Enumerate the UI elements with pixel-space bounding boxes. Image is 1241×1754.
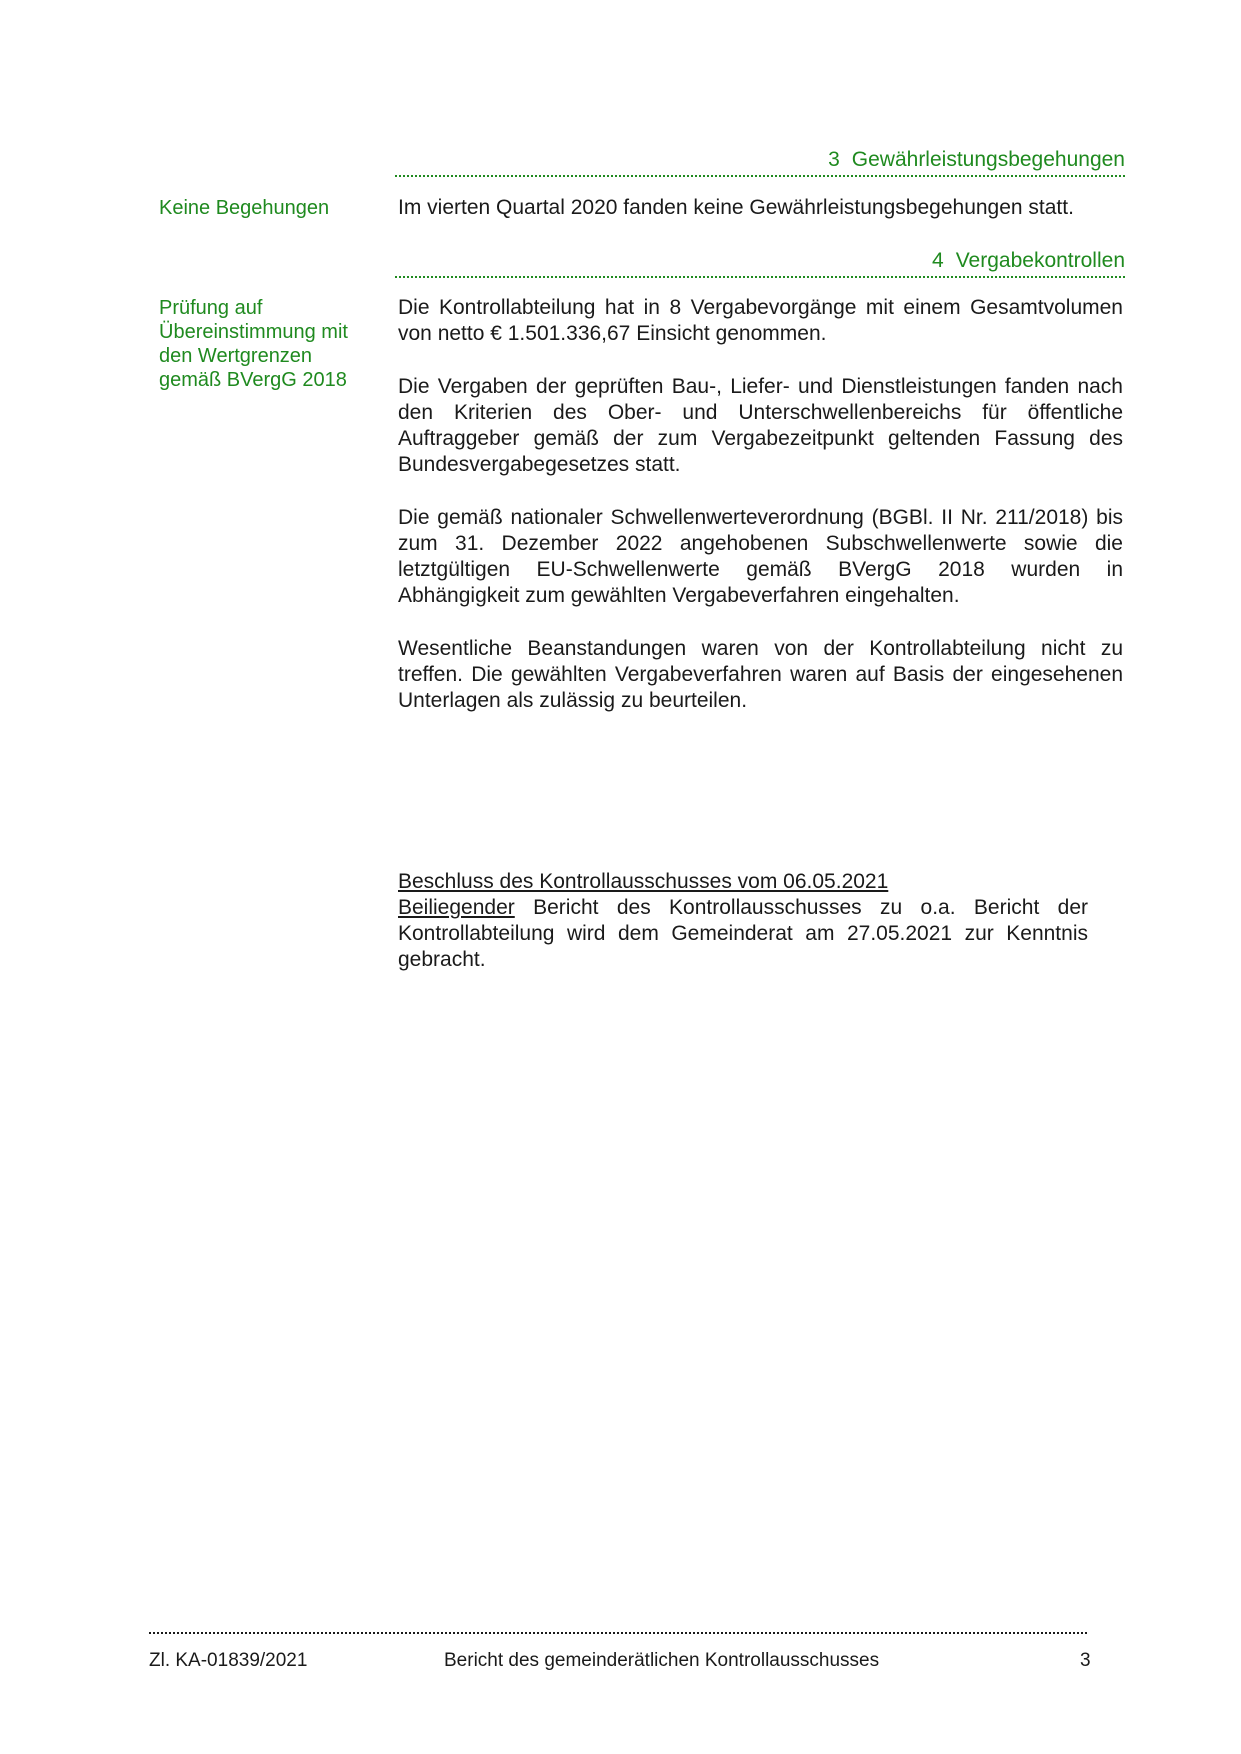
section-3-paragraph: Im vierten Quartal 2020 fanden keine Gewährleistungsbegehungen statt.	[398, 196, 1074, 219]
section-3-title: Gewährleistungsbegehungen	[851, 148, 1125, 171]
footer-divider	[149, 1632, 1087, 1634]
margin-note-section-3: Keine Begehungen	[159, 197, 330, 219]
section-4-paragraph-2: Die Vergaben der geprüften Bau-, Liefer- und Dienstleistungen fanden nach den Kriterien des Ober- und Unterschwellenbereichs für öffentliche Auftraggeber gemäß der zum Vergabezeitpunkt geltenden Fassung des Bundesvergabegesetzes statt.	[398, 375, 1123, 476]
footer-reference: Zl. KA-01839/2021	[149, 1650, 308, 1671]
section-4-paragraph-1: Die Kontrollabteilung hat in 8 Vergabevorgänge mit einem Gesamtvolumen von netto € 1.501.336,67 Einsicht genommen.	[398, 296, 1123, 345]
resolution-heading-text: Beschluss des Kontrollausschusses vom 06.05.2021	[398, 870, 889, 893]
footer-title: Bericht des gemeinderätlichen Kontrollausschusses	[444, 1650, 880, 1671]
page-number: 3	[1080, 1650, 1091, 1671]
section-3-heading	[395, 148, 1125, 177]
section-4-paragraph-4: Wesentliche Beanstandungen waren von der Kontrollabteilung nicht zu treffen. Die gewählten Vergabeverfahren waren auf Basis der eingesehenen Unterlagen als zulässig zu beurteilen.	[398, 637, 1123, 712]
resolution-heading	[398, 869, 1123, 895]
resolution-rest: Bericht des Kontrollausschusses zu o.a. Bericht der Kontrollabteilung wird dem Gemeinderat am 27.05.2021 zur Kenntnis gebracht.	[398, 896, 1088, 971]
section-4-heading	[395, 249, 1125, 278]
section-4-paragraph-3: Die gemäß nationaler Schwellenwerteverordnung (BGBl. II Nr. 211/2018) bis zum 31. Dezember 2022 angehobenen Subschwellenwerte sowie die letztgültigen EU-Schwellenwerte gemäß BVergG 2018 wurden in Abhängigkeit zum gewählten Vergabeverfahren eingehalten.	[398, 506, 1123, 607]
margin-note-section-4: Prüfung auf Übereinstimmung mit den Wertgrenzen gemäß BVergG 2018	[159, 297, 348, 391]
section-4-title: Vergabekontrollen	[955, 249, 1125, 272]
resolution-first-word: Beiliegender	[398, 896, 515, 919]
resolution-text	[398, 895, 1088, 973]
section-3-number: 3	[828, 148, 840, 171]
section-4-number: 4	[932, 249, 944, 272]
